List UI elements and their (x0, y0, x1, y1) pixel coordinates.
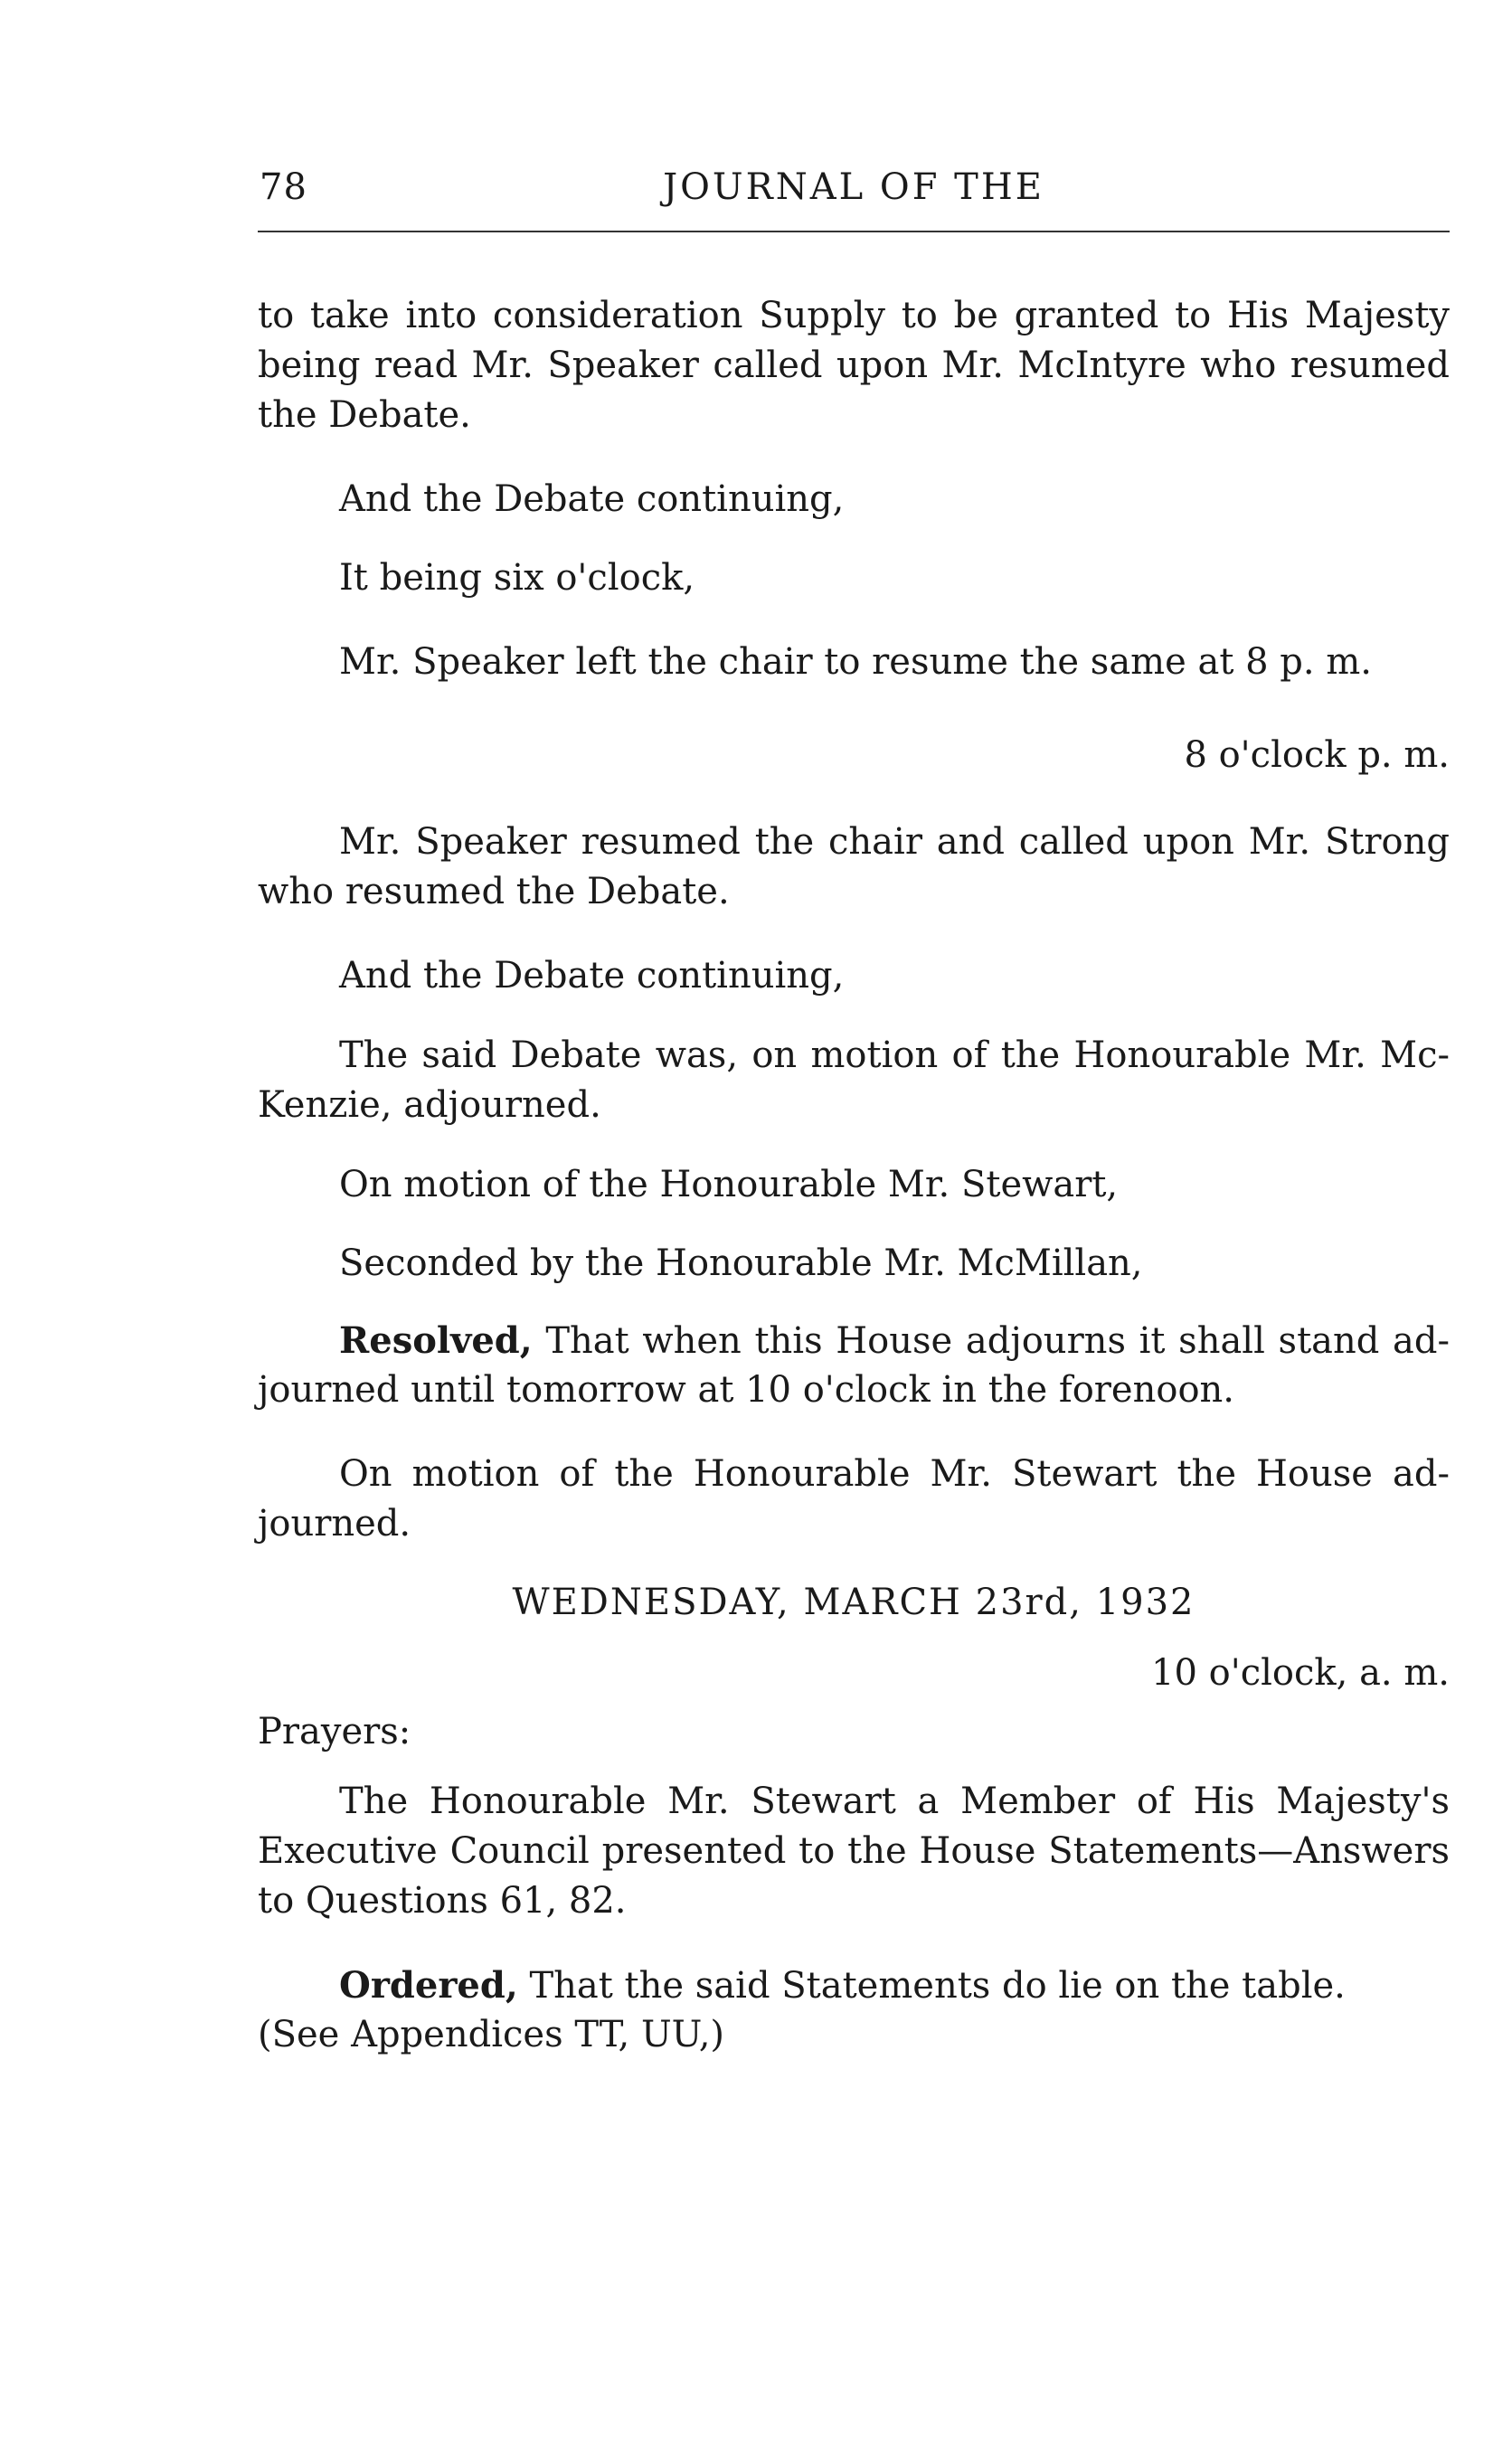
prayers-label: Prayers: (258, 1711, 411, 1753)
paragraph-six-oclock: It being six o'clock, (339, 557, 695, 599)
paragraph-ordered-line-1 (258, 1960, 1450, 2011)
date-heading: WEDNESDAY, MARCH 23rd, 1932 (512, 1582, 1195, 1623)
page-header (258, 166, 1450, 213)
paragraph-debate-continuing-2: And the Debate continuing, (339, 955, 845, 997)
page-number: 78 (260, 166, 307, 208)
paragraph-statements-line-1: The Honourable Mr. Stewart a Member of His Majesty's (339, 1781, 1450, 1822)
paragraph-speaker-left: Mr. Speaker left the chair to resume the same at 8 p. m. (339, 641, 1372, 683)
resolved-label: Resolved, (339, 1319, 533, 1362)
paragraph-supply-line-1: to take into consideration Supply to be granted to His Majesty (258, 295, 1450, 336)
paragraph-seconded-mcmillan: Seconded by the Honourable Mr. McMillan, (339, 1242, 1143, 1284)
paragraph-speaker-resumed-line-1: Mr. Speaker resumed the chair and called upon Mr. Strong (339, 821, 1450, 863)
ordered-text: That the said Statements do lie on the table. (517, 1965, 1346, 2007)
paragraph-debate-adjourned-line-1: The said Debate was, on motion of the Honourable Mr. Mc- (339, 1035, 1450, 1076)
paragraph-debate-adjourned-line-2: Kenzie, adjourned. (258, 1084, 601, 1126)
ordered-label: Ordered, (339, 1964, 518, 2007)
resolved-text: That when this House adjourns it shall stand ad- (532, 1320, 1450, 1362)
paragraph-resolved-line-1 (258, 1316, 1450, 1366)
paragraph-motion-stewart: On motion of the Honourable Mr. Stewart, (339, 1164, 1119, 1205)
paragraph-house-adjourned-line-1: On motion of the Honourable Mr. Stewart the House ad- (339, 1453, 1450, 1495)
running-head: JOURNAL OF THE (663, 166, 1044, 208)
journal-page (258, 0, 1450, 2447)
paragraph-statements-line-3: to Questions 61, 82. (258, 1880, 627, 1922)
paragraph-speaker-resumed-line-2: who resumed the Debate. (258, 871, 730, 912)
paragraph-supply-line-2: being read Mr. Speaker called upon Mr. McIntyre who resumed (258, 345, 1450, 386)
paragraph-supply-line-3: the Debate. (258, 394, 471, 436)
paragraph-statements-line-2: Executive Council presented to the House Statements—Answers (258, 1830, 1450, 1872)
time-eight-pm: 8 o'clock p. m. (1184, 734, 1450, 776)
paragraph-ordered-line-2: (See Appendices TT, UU,) (258, 2014, 725, 2055)
header-rule (258, 231, 1450, 232)
paragraph-house-adjourned-line-2: journed. (258, 1503, 411, 1545)
paragraph-debate-continuing: And the Debate continuing, (339, 478, 845, 520)
time-ten-am: 10 o'clock, a. m. (1151, 1652, 1450, 1694)
paragraph-resolved-line-2: journed until tomorrow at 10 o'clock in the forenoon. (258, 1369, 1234, 1411)
